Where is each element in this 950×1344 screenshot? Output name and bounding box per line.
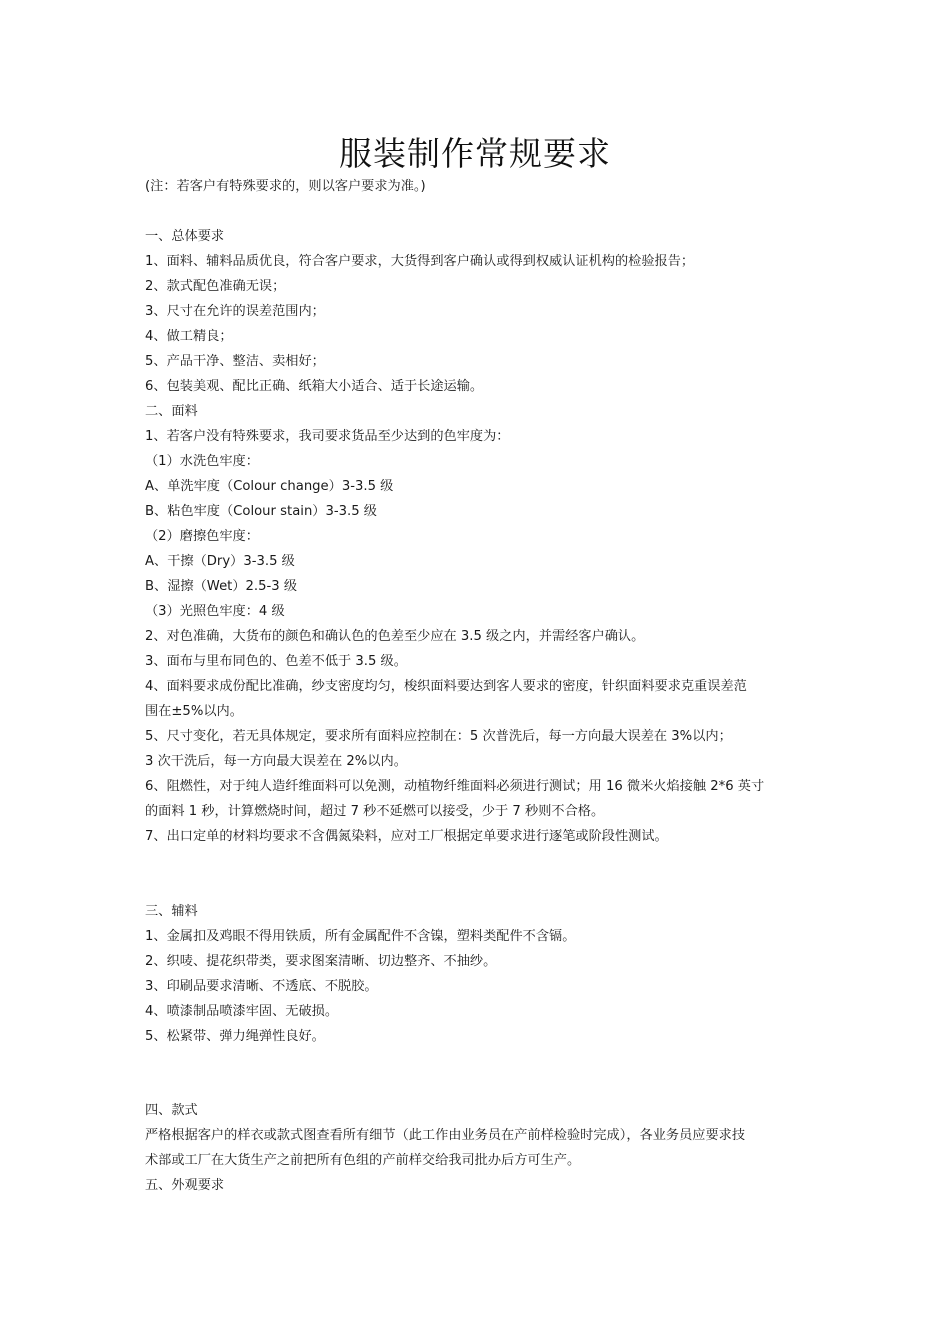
list-item: A、干擦（Dry）3-3.5 级 bbox=[145, 554, 295, 569]
list-item: 3、面布与里布同色的、色差不低于 3.5 级。 bbox=[145, 654, 407, 669]
section-heading-accessories: 三、辅料 bbox=[145, 904, 198, 919]
page-title: 服装制作常规要求 bbox=[339, 134, 611, 173]
note: (注：若客户有特殊要求的，则以客户要求为准。) bbox=[145, 179, 426, 194]
list-item: 4、喷漆制品喷漆牢固、无破损。 bbox=[145, 1004, 339, 1019]
list-item: 4、做工精良； bbox=[145, 329, 233, 344]
list-item: （1）水洗色牢度： bbox=[145, 454, 259, 469]
list-item: 7、出口定单的材料均要求不含偶氮染料，应对工厂根据定单要求进行逐笔或阶段性测试。 bbox=[145, 829, 668, 844]
list-item: 2、款式配色准确无误； bbox=[145, 279, 286, 294]
list-item: 2、织唛、提花织带类，要求图案清晰、切边整齐、不抽纱。 bbox=[145, 954, 497, 969]
list-item: 5、松紧带、弹力绳弹性良好。 bbox=[145, 1029, 325, 1044]
section-heading-appearance: 五、外观要求 bbox=[145, 1178, 225, 1193]
list-item: 的面料 1 秒，计算燃烧时间，超过 7 秒不延燃可以接受，少于 7 秒则不合格。 bbox=[145, 804, 605, 819]
list-item: 4、面料要求成份配比准确，纱支密度均匀，梭织面料要达到客人要求的密度，针织面料要求克重误差范 bbox=[145, 679, 747, 694]
list-item: B、湿擦（Wet）2.5-3 级 bbox=[145, 579, 298, 594]
section-heading-style: 四、款式 bbox=[145, 1103, 198, 1118]
list-item: （2）磨擦色牢度： bbox=[145, 529, 259, 544]
list-item: 1、金属扣及鸡眼不得用铁质，所有金属配件不含镍，塑料类配件不含镉。 bbox=[145, 929, 576, 944]
list-item: 6、阻燃性，对于纯人造纤维面料可以免测，动植物纤维面料必须进行测试；用 16 微米火焰接触 2*6 英寸 bbox=[145, 779, 765, 794]
section-heading-general: 一、总体要求 bbox=[145, 229, 225, 244]
section-heading-fabric: 二、面料 bbox=[145, 404, 198, 419]
list-item: 3 次干洗后，每一方向最大误差在 2%以内。 bbox=[145, 754, 407, 769]
list-item: 围在±5%以内。 bbox=[145, 704, 243, 719]
list-item: 6、包装美观、配比正确、纸箱大小适合、适于长途运输。 bbox=[145, 379, 484, 394]
list-item: 1、若客户没有特殊要求，我司要求货品至少达到的色牢度为： bbox=[145, 429, 510, 444]
list-item: 5、产品干净、整洁、卖相好； bbox=[145, 354, 325, 369]
list-item: 3、尺寸在允许的误差范围内； bbox=[145, 304, 325, 319]
list-item: B、粘色牢度（Colour stain）3-3.5 级 bbox=[145, 504, 377, 519]
list-item: 严格根据客户的样衣或款式图查看所有细节（此工作由业务员在产前样检验时完成），各业务员应要求技 bbox=[145, 1128, 746, 1143]
list-item: 3、印刷品要求清晰、不透底、不脱胶。 bbox=[145, 979, 378, 994]
list-item: 2、对色准确，大货布的颜色和确认色的色差至少应在 3.5 级之内，并需经客户确认。 bbox=[145, 629, 645, 644]
list-item: 1、面料、辅料品质优良，符合客户要求，大货得到客户确认或得到权威认证机构的检验报告； bbox=[145, 254, 695, 269]
list-item: A、单洗牢度（Colour change）3-3.5 级 bbox=[145, 479, 394, 494]
list-item: 术部或工厂在大货生产之前把所有色组的产前样交给我司批办后方可生产。 bbox=[145, 1153, 581, 1168]
list-item: 5、尺寸变化，若无具体规定，要求所有面料应控制在：5 次普洗后，每一方向最大误差在 3%以内； bbox=[145, 729, 732, 744]
list-item: （3）光照色牢度：4 级 bbox=[145, 604, 285, 619]
